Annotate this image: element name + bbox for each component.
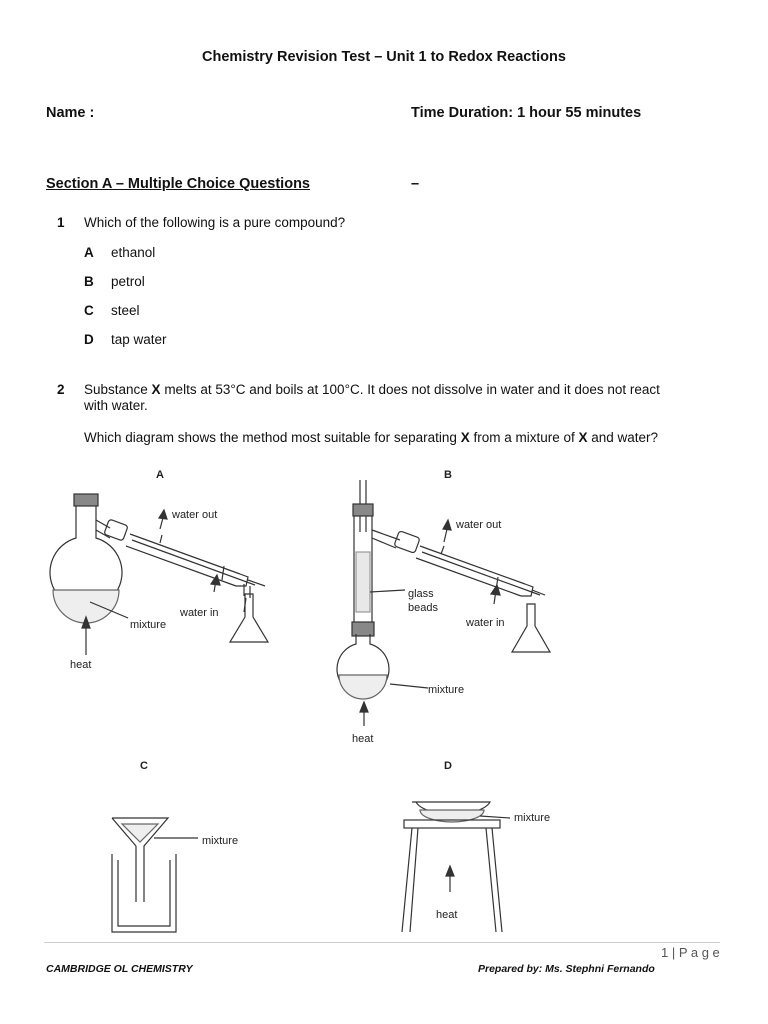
q1-option-c-text: steel (111, 303, 140, 318)
diagram-c-mixture-fill (122, 824, 158, 842)
diagram-d-mixture-leader (480, 816, 510, 818)
diagram-c-mixture-label: mixture (202, 835, 239, 847)
time-duration: Time Duration: 1 hour 55 minutes (411, 105, 642, 121)
q2-text-line2: with water. (84, 398, 148, 413)
diagram-b-adapter (394, 531, 420, 554)
q1-option-a-text: ethanol (111, 245, 156, 260)
diagram-c-letter: C (140, 760, 148, 772)
diagram-a-stopper (74, 494, 98, 506)
diagram-a-condenser-outer (126, 534, 240, 586)
diagram-a-letter: A (156, 469, 164, 481)
name-label: Name : (46, 105, 95, 121)
diagram-a-mixture-label: mixture (130, 619, 167, 631)
diagram-b-condenser-inner (422, 552, 540, 595)
diagram-a-water-out-label: water out (172, 509, 218, 521)
page-number: 1 | P a g e (661, 945, 720, 960)
diagram-b-glass-label: glass (408, 588, 434, 600)
diagram-a-adapter (104, 519, 128, 541)
footer-course: CAMBRIDGE OL CHEMISTRY (46, 963, 193, 975)
separation-diagrams (40, 462, 600, 942)
diagram-b-mixture-leader (390, 684, 428, 688)
diagram-d-mixture-label: mixture (514, 812, 551, 824)
diagram-c (112, 818, 198, 932)
diagram-b-letter: B (444, 469, 452, 481)
q1-option-b-letter: B (84, 274, 94, 289)
section-dash: – (411, 176, 420, 192)
q1-option-d-text: tap water (111, 332, 167, 347)
diagram-b-beads-leader (370, 590, 405, 592)
diagram-b-glass-beads (356, 552, 370, 612)
q1-option-a-letter: A (84, 245, 94, 260)
diagram-b-beads-label: beads (408, 602, 438, 614)
q1-number: 1 (57, 215, 65, 230)
diagram-d-heat-label: heat (436, 909, 458, 921)
q1-text: Which of the following is a pure compound? (84, 215, 346, 230)
diagram-b-conical-flask (512, 604, 550, 652)
q2-number: 2 (57, 382, 65, 397)
section-heading: Section A – Multiple Choice Questions (46, 176, 310, 192)
footer-divider (44, 942, 720, 943)
diagram-a-conical-flask (230, 594, 268, 642)
footer-author: Prepared by: Ms. Stephni Fernando (478, 963, 655, 975)
diagram-b-water-out-label: water out (456, 519, 502, 531)
diagram-b-mixture-label: mixture (428, 684, 465, 696)
diagram-a-water-in-label: water in (180, 607, 219, 619)
diagram-b-heat-label: heat (352, 733, 374, 745)
diagram-d-letter: D (444, 760, 452, 772)
diagram-b-water-in-label: water in (466, 617, 505, 629)
diagram-a-heat-label: heat (70, 659, 92, 671)
q2-question: Which diagram shows the method most suitable for separating X from a mixture of X and water? (84, 430, 659, 445)
q1-option-c-letter: C (84, 303, 94, 318)
diagram-a-condenser-inner (132, 540, 255, 585)
q1-option-b-text: petrol (111, 274, 145, 289)
q2-text-line1: Substance X melts at 53°C and boils at 100°C. It does not dissolve in water and it does not react (84, 382, 660, 397)
q1-option-d-letter: D (84, 332, 94, 347)
page-title: Chemistry Revision Test – Unit 1 to Redox Reactions (202, 49, 566, 65)
